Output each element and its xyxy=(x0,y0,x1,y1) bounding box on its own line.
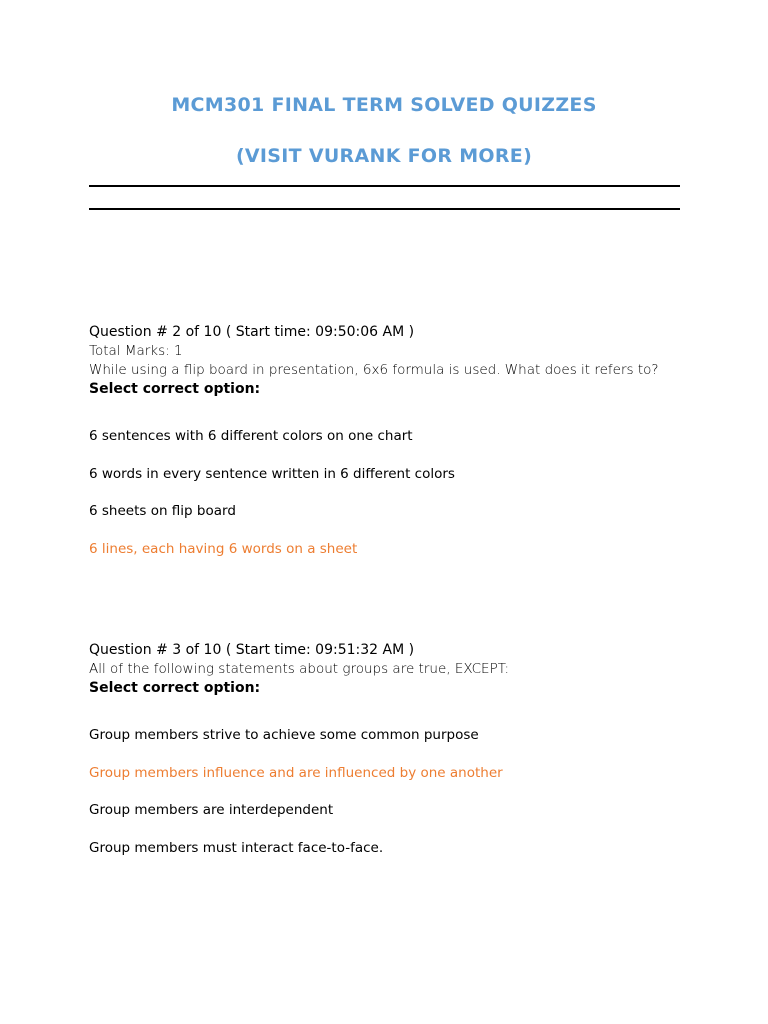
question-text: While using a flip board in presentation, 6x6 formula is used. What does it refers to? xyxy=(89,362,659,378)
document-subtitle: (VISIT VURANK FOR MORE) xyxy=(235,145,533,167)
option-item-correct: Group members influence and are influenced by one another xyxy=(89,764,503,781)
select-option-label: Select correct option: xyxy=(89,680,261,696)
horizontal-rule-top xyxy=(89,185,680,187)
option-item: Group members must interact face-to-face. xyxy=(89,839,384,856)
option-item: 6 sentences with 6 different colors on one chart xyxy=(89,428,413,444)
option-item: Group members are interdependent xyxy=(89,802,334,818)
question-heading: Question # 2 of 10 ( Start time: 09:50:06 AM ) xyxy=(89,324,415,340)
question-text: All of the following statements about groups are true, EXCEPT: xyxy=(89,661,510,677)
question-marks: Total Marks: 1 xyxy=(89,343,183,359)
option-item: Group members strive to achieve some common purpose xyxy=(89,727,479,743)
option-item: 6 words in every sentence written in 6 different colors xyxy=(89,465,455,482)
select-option-label: Select correct option: xyxy=(89,381,261,397)
option-item-correct: 6 lines, each having 6 words on a sheet xyxy=(89,540,358,557)
question-block-3 xyxy=(89,641,709,876)
option-item: 6 sheets on flip board xyxy=(89,503,236,519)
option-list xyxy=(89,427,709,559)
horizontal-rule-bottom xyxy=(89,208,680,210)
question-heading: Question # 3 of 10 ( Start time: 09:51:32 AM ) xyxy=(89,642,415,658)
option-list xyxy=(89,726,709,858)
question-block-2 xyxy=(89,323,709,577)
document-title: MCM301 FINAL TERM SOLVED QUIZZES xyxy=(171,94,597,116)
